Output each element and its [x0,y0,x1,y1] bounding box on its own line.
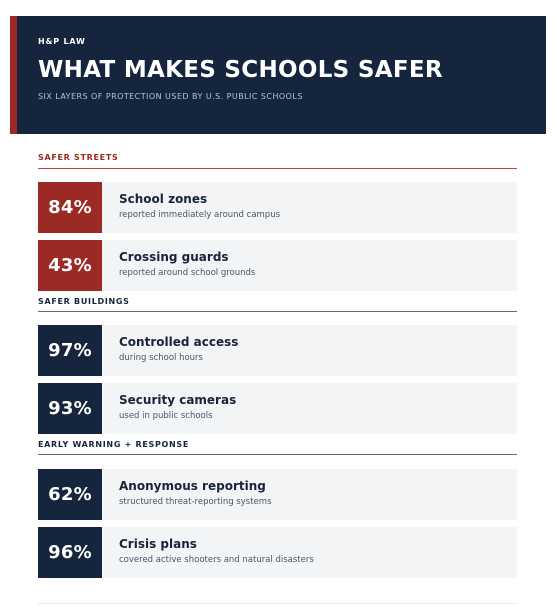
section-title-safer-streets: SAFER STREETS [38,153,119,162]
page-subtitle: SIX LAYERS OF PROTECTION USED BY U.S. PUBLIC SCHOOLS [38,92,303,101]
stat-title: School zones [119,192,208,206]
stat-value: 62% [38,469,102,520]
stat-card-school-zones [38,182,517,233]
infographic-page [10,16,546,608]
stat-value: 93% [38,383,102,434]
footer-divider [38,603,517,604]
stat-value: 84% [38,182,102,233]
stat-value: 43% [38,240,102,291]
stat-card-crossing-guards [38,240,517,291]
stat-title: Anonymous reporting [119,479,266,493]
stat-card-crisis-plans [38,527,517,578]
stat-card-anonymous-reporting [38,469,517,520]
section-title-early-warning-response: EARLY WARNING + RESPONSE [38,440,190,449]
stat-title: Crossing guards [119,250,229,264]
section-divider-safer-streets [38,168,517,169]
stat-description: used in public schools [119,411,213,421]
stat-description: reported immediately around campus [119,210,281,220]
stat-title: Security cameras [119,393,237,407]
brand-label: H&P LAW [38,37,86,46]
stat-title: Controlled access [119,335,239,349]
stat-title: Crisis plans [119,537,197,551]
section-divider-safer-buildings [38,311,517,312]
page-title: WHAT MAKES SCHOOLS SAFER [38,57,443,83]
stat-card-security-cameras [38,383,517,434]
section-divider-early-warning-response [38,454,517,455]
stat-description: covered active shooters and natural disasters [119,555,314,565]
header-accent-bar [10,16,17,134]
section-title-safer-buildings: SAFER BUILDINGS [38,297,130,306]
stat-card-controlled-access [38,325,517,376]
stat-description: structured threat-reporting systems [119,497,272,507]
header-banner [10,16,546,134]
stat-value: 97% [38,325,102,376]
stat-value: 96% [38,527,102,578]
stat-description: during school hours [119,353,203,363]
stat-description: reported around school grounds [119,268,256,278]
